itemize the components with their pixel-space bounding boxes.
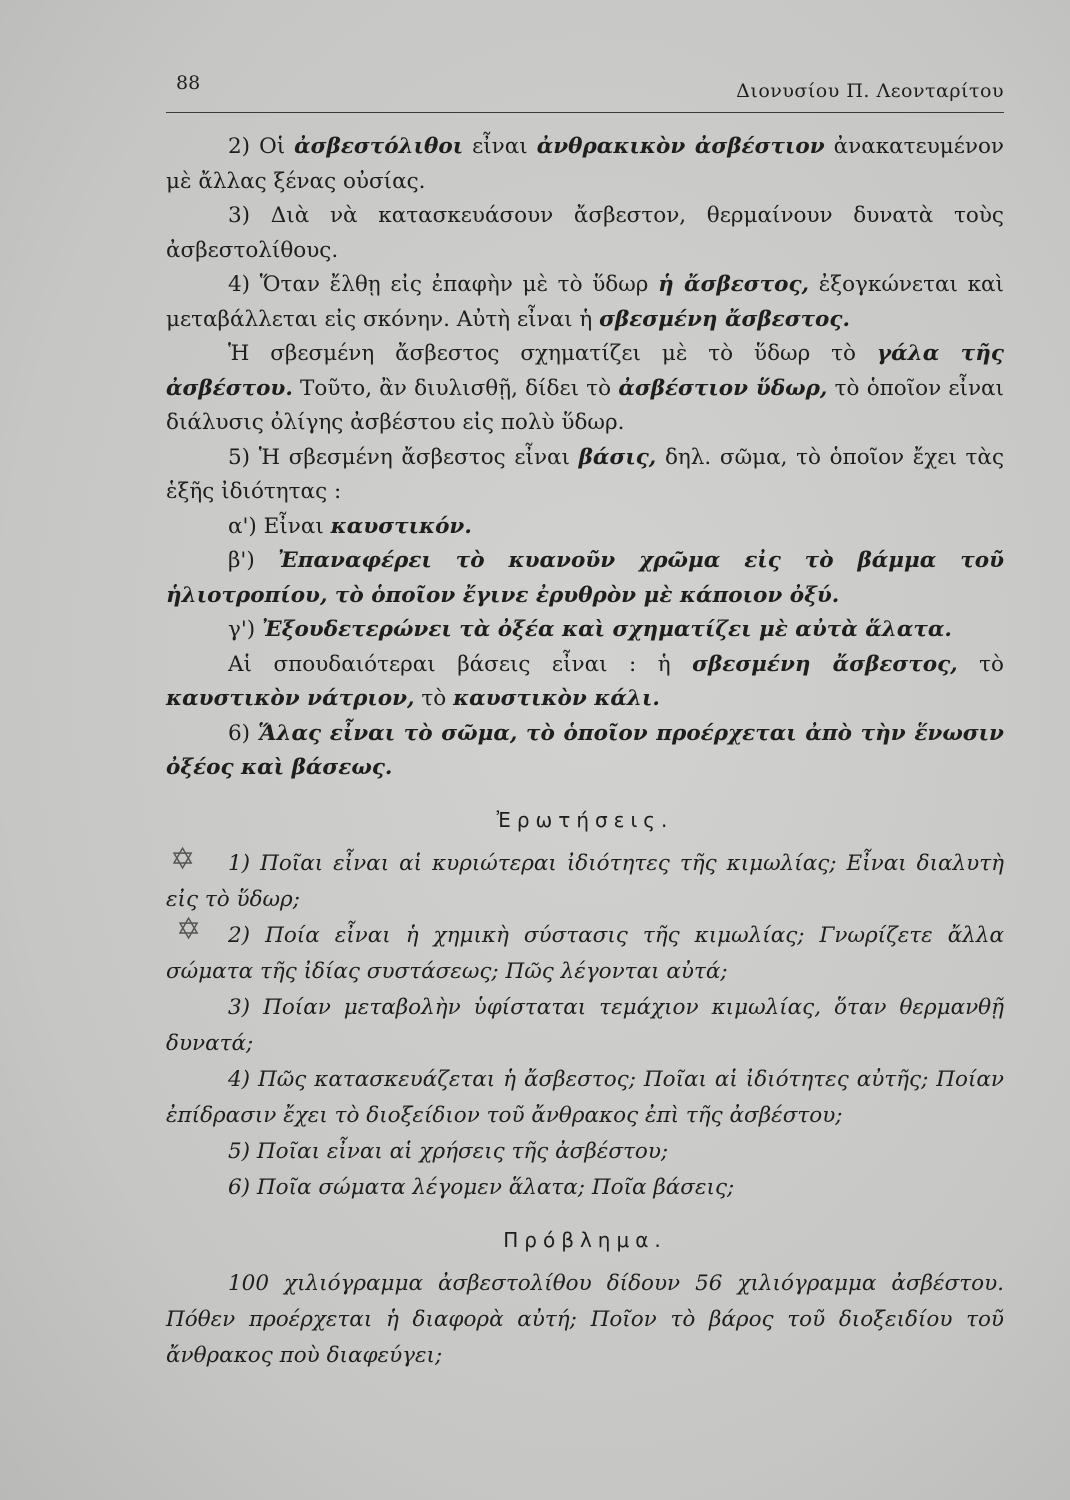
questions-list [166, 841, 1004, 1206]
property-beta: β') Ἐπαναφέρει τὸ κυανοῦν χρῶμα εἰς τὸ βάμμα τοῦ ἡλιοτροπίου, τὸ ὁποῖον ἔγινε ἐρυθρὸν μὲ κάποιον ὀξύ. [166, 548, 1004, 608]
main-bases-paragraph: Αἱ σπουδαιότεραι βάσεις εἶναι : ἡ σβεσμένη ἄσβεστος, τὸ καυστικὸν νάτριον, τὸ καυστικὸν κάλι. [166, 651, 1004, 711]
property-alpha: α') Εἶναι καυστικόν. [228, 513, 472, 539]
page-number: 88 [176, 72, 201, 94]
question-item: 6) Ποῖα σώματα λέγομεν ἅλατα; Ποῖα βάσεις; [228, 1174, 735, 1200]
page-header [166, 68, 1004, 108]
problem-text: 100 χιλιόγραμμα ἀσβεστολίθου δίδουν 56 χιλιόγραμμα ἀσβέστου. Πόθεν προέρχεται ἡ διαφορὰ αὐτή; Ποῖον τὸ βάρος τοῦ διοξειδίου τοῦ ἄνθρακος ποὺ διαφεύγει; [166, 1270, 1004, 1368]
slaked-lime-paragraph: Ἡ σβεσμένη ἄσβεστος σχηματίζει μὲ τὸ ὕδωρ τὸ γάλα τῆς ἀσβέστου. Τοῦτο, ἂν διυλισθῇ, δίδει τὸ ἀσβέστιον ὕδωρ, τὸ ὁποῖον εἶναι διάλυσις ὀλίγης ἀσβέστου εἰς πολὺ ὕδωρ. [166, 341, 1004, 435]
item-5: 5) Ἡ σβεσμένη ἄσβεστος εἶναι βάσις, δηλ. σῶμα, τὸ ὁποῖον ἔχει τὰς ἑξῆς ἰδιότητας : [166, 444, 1004, 504]
question-item: 3) Ποίαν μεταβολὴν ὑφίσταται τεμάχιον κιμωλίας, ὅταν θερμανθῇ δυνατά; [166, 994, 1004, 1056]
questions-heading: Ἐρωτήσεις. [496, 807, 674, 832]
question-item: 4) Πῶς κατασκευάζεται ἡ ἄσβεστος; Ποῖαι αἱ ἰδιότητες αὐτῆς; Ποίαν ἐπίδρασιν ἔχει τὸ διοξείδιον τοῦ ἄνθρακος ἐπὶ τῆς ἀσβέστου; [166, 1066, 1004, 1128]
header-rule [166, 112, 1004, 113]
question-item: 5) Ποῖαι εἶναι αἱ χρήσεις τῆς ἀσβέστου; [228, 1138, 669, 1164]
problem-heading: Πρόβλημα. [503, 1227, 667, 1252]
pencil-star-mark-icon: ✡ [176, 911, 202, 947]
item-2: 2) Οἱ ἀσβεστόλιθοι εἶναι ἀνθρακικὸν ἀσβέστιον ἀνακατευμένον μὲ ἄλλας ξένας οὐσίας. [166, 134, 1004, 194]
running-head: Διονυσίου Π. Λεονταρίτου [736, 80, 1004, 102]
page-body [166, 130, 1004, 1374]
item-4: 4) Ὅταν ἔλθῃ εἰς ἐπαφὴν μὲ τὸ ὕδωρ ἡ ἄσβεστος, ἐξογκώνεται καὶ μεταβάλλεται εἰς σκόνην. Αὐτὴ εἶναι ἡ σβεσμένη ἄσβεστος. [166, 272, 1004, 332]
problem-block [166, 1266, 1004, 1374]
item-3: 3) Διὰ νὰ κατασκευάσουν ἄσβεστον, θερμαίνουν δυνατὰ τοὺς ἀσβεστολίθους. [166, 203, 1004, 263]
question-item: 1) Ποῖαι εἶναι αἱ κυριώτεραι ἰδιότητες τῆς κιμωλίας; Εἶναι διαλυτὴ εἰς τὸ ὕδωρ; [166, 850, 1004, 912]
pencil-star-mark-icon: ✡ [170, 841, 196, 877]
property-gamma: γ') Ἐξουδετερώνει τὰ ὀξέα καὶ σχηματίζει μὲ αὐτὰ ἅλατα. [228, 617, 952, 642]
question-item: 2) Ποία εἶναι ἡ χημικὴ σύστασις τῆς κιμωλίας; Γνωρίζετε ἄλλα σώματα τῆς ἰδίας συστάσεως; Πῶς λέγονται αὐτά; [166, 922, 1004, 984]
item-6: 6) Ἅλας εἶναι τὸ σῶμα, τὸ ὁποῖον προέρχεται ἀπὸ τὴν ἕνωσιν ὀξέος καὶ βάσεως. [166, 720, 1004, 780]
